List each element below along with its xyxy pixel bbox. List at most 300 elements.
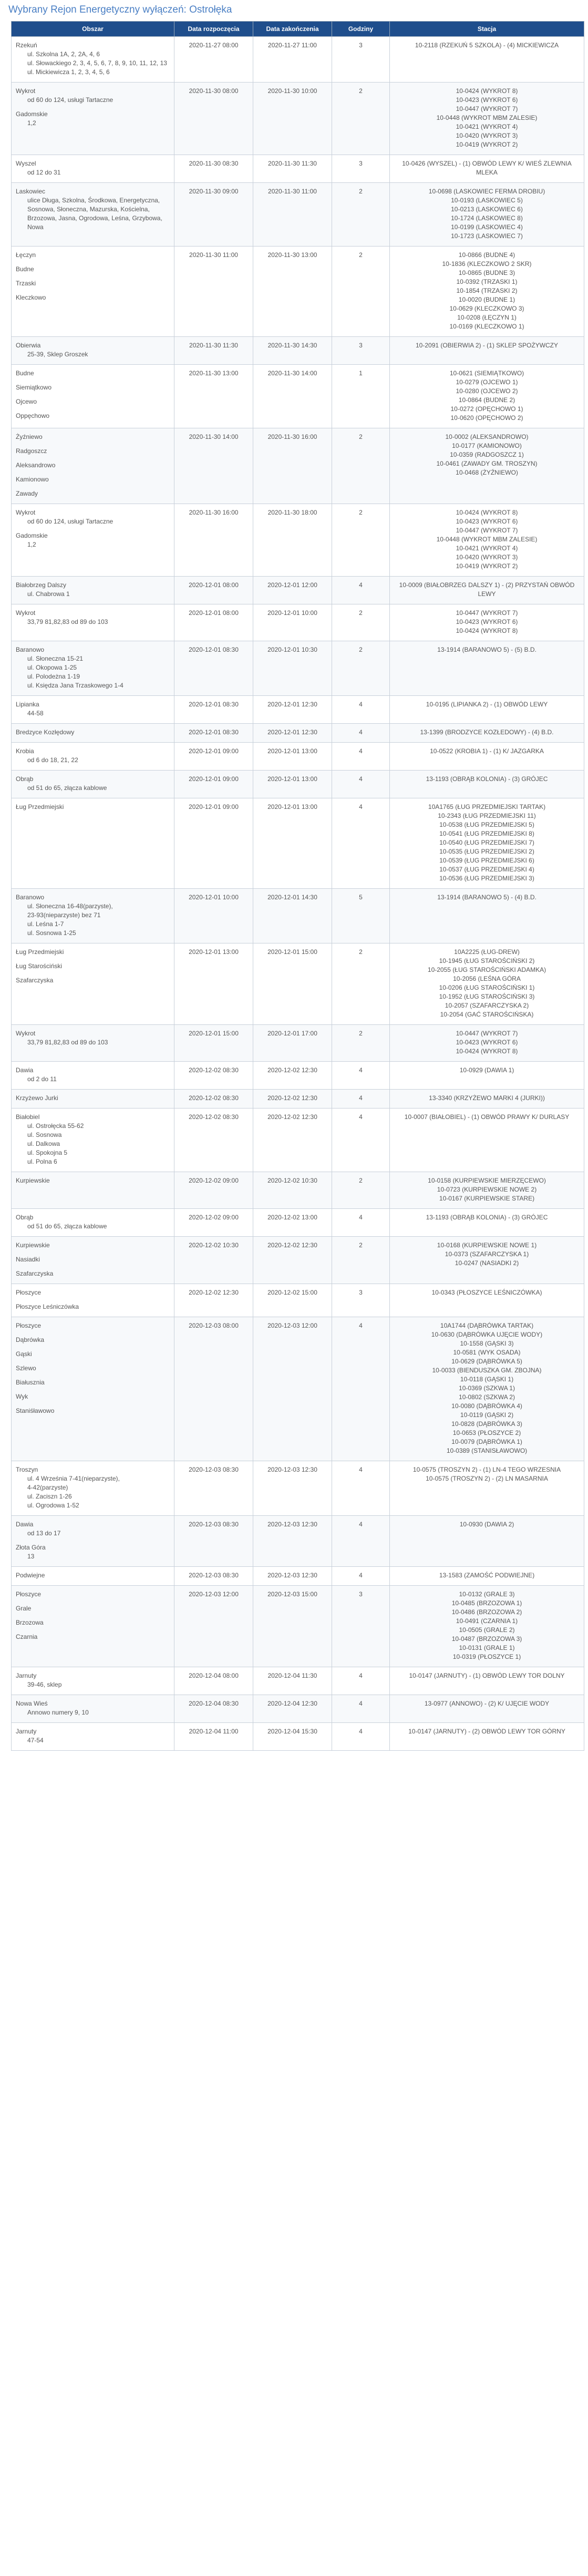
cell-area [12,504,174,577]
station-line: 10-0487 (BRZOZOWA 3) [451,1635,522,1643]
station-line: 10-0147 (JARNUTY) - (2) OBWÓD LEWY TOR GÓRNY [408,1728,565,1735]
station-line: 10-0132 (GRALE 3) [459,1590,515,1598]
cell-area [12,1567,174,1586]
area-block [16,1288,170,1297]
cell-station [390,1695,584,1723]
cell-start-date: 2020-12-01 08:00 [174,604,253,641]
area-block [16,1392,170,1401]
area-block [16,1113,170,1166]
cell-hours: 3 [332,1586,390,1667]
area-name: Dawia [16,1521,34,1528]
area-name: Dawia [16,1066,34,1074]
station-line: 10-0007 (BIAŁOBIEL) - (1) OBWÓD PRAWY K/ DURLASY [404,1113,570,1121]
area-name: Ług Przedmiejski [16,948,64,956]
cell-end-date: 2020-12-01 13:00 [253,798,332,889]
street-line: ul. Słowackiego 2, 3, 4, 5, 6, 7, 8, 9, 10, 11, 12, 13 [27,59,167,67]
cell-start-date: 2020-12-02 08:30 [174,1090,253,1109]
cell-station [390,724,584,743]
cell-hours: 3 [332,155,390,183]
street-line: 13 [27,1553,35,1560]
station-line: 10-0629 (KLECZKOWO 3) [449,305,524,312]
cell-hours: 2 [332,604,390,641]
cell-start-date: 2020-11-30 08:30 [174,155,253,183]
station-line: 10-0167 (KURPIEWSKIE STARE) [439,1195,535,1202]
cell-station [390,798,584,889]
area-name: Białobrzeg Dalszy [16,581,67,589]
cell-area [12,1109,174,1172]
cell-hours: 4 [332,1317,390,1461]
area-block [16,1255,170,1264]
cell-area [12,1461,174,1516]
cell-area [12,743,174,771]
street-line: od 51 do 65, złącza kablowe [27,784,107,792]
station-line: 10-0389 (STANISŁAWOWO) [446,1447,528,1454]
cell-end-date: 2020-12-02 12:30 [253,1109,332,1172]
station-line: 10-0009 (BIAŁOBRZEG DALSZY 1) - (2) PRZYSTAŃ OBWÓD LEWY [399,581,575,598]
station-line: 10-0535 (ŁUG PRZEDMIEJSKI 2) [439,848,534,855]
area-name: Ług Przedmiejski [16,803,64,810]
area-name: Kamionowo [16,476,49,483]
area-name: Białobiel [16,1113,40,1121]
street-line: ul. Sosnowa 1-25 [27,929,76,937]
cell-end-date: 2020-12-02 13:00 [253,1209,332,1237]
cell-station [390,504,584,577]
station-line: 10-0620 (OPĘCHOWO 2) [450,414,523,422]
cell-area [12,1284,174,1317]
station-line: 10-0279 (OJCEWO 1) [456,378,518,386]
area-block [16,803,170,812]
cell-hours: 5 [332,889,390,943]
cell-start-date: 2020-12-01 10:00 [174,889,253,943]
cell-start-date: 2020-12-02 08:30 [174,1109,253,1172]
area-name: Ług Starościński [16,962,63,970]
cell-start-date: 2020-12-02 12:30 [174,1284,253,1317]
area-block [16,1378,170,1387]
cell-hours: 4 [332,771,390,798]
station-line: 10-0536 (ŁUG PRZEDMIEJSKI 3) [439,875,534,882]
cell-start-date: 2020-11-30 08:00 [174,83,253,155]
station-line: 10-0629 (DĄBRÓWKA 5) [451,1358,522,1365]
cell-hours: 4 [332,724,390,743]
station-line: 13-1193 (OBRĄB KOLONIA) - (3) GRÓJEC [426,1214,548,1221]
table-row [12,1109,584,1172]
area-block [16,976,170,985]
area-name: Kurpiewskie [16,1177,50,1184]
cell-hours: 2 [332,428,390,504]
station-line: 10-0621 (SIEMIĄTKOWO) [449,370,524,377]
station-line: 10-0505 (GRALE 2) [459,1626,515,1634]
area-block [16,1407,170,1415]
station-line: 10-0423 (WYKROT 6) [456,618,518,625]
area-block [16,1571,170,1580]
area-block [16,41,170,77]
area-block [16,1336,170,1345]
cell-start-date: 2020-12-03 08:30 [174,1461,253,1516]
cell-start-date: 2020-11-27 08:00 [174,37,253,83]
street-line: ul. Dalkowa [27,1140,60,1147]
cell-hours: 4 [332,1461,390,1516]
area-name: Kleczkowo [16,294,46,301]
area-block [16,369,170,378]
area-block [16,531,170,549]
area-name: Podwiejne [16,1572,45,1579]
street-line: ul. Spokojna 5 [27,1149,68,1156]
cell-hours: 4 [332,696,390,724]
table-row [12,1516,584,1567]
street-line: 23-93(nieparzyste) bez 71 [27,911,101,919]
area-block [16,893,170,938]
table-row [12,724,584,743]
area-name: Kurpiewskie [16,1241,50,1249]
table-row [12,577,584,604]
area-block [16,187,170,232]
area-name: Staniśławowo [16,1407,55,1414]
area-name: Jarnuty [16,1672,37,1679]
street-line: ul. Polna 6 [27,1158,57,1165]
area-block [16,581,170,599]
cell-area [12,1172,174,1209]
station-line: 10-0828 (DĄBRÓWKA 3) [451,1420,522,1428]
cell-station [390,155,584,183]
station-line: 10-0420 (WYKROT 3) [456,132,518,139]
cell-area [12,604,174,641]
station-line: 10-0486 (BRZOZOWA 2) [451,1608,522,1616]
area-block [16,341,170,359]
cell-hours: 2 [332,943,390,1025]
cell-area [12,1723,174,1751]
area-name: Czarnia [16,1633,38,1640]
cell-station [390,1586,584,1667]
area-block [16,645,170,690]
area-block [16,962,170,971]
cell-hours: 2 [332,183,390,247]
street-line: od 6 do 18, 21, 22 [27,756,78,764]
station-line: 10-0424 (WYKROT 8) [456,627,518,634]
cell-end-date: 2020-12-02 10:30 [253,1172,332,1209]
cell-end-date: 2020-11-30 16:00 [253,428,332,504]
table-row [12,1209,584,1237]
station-line: 10-0540 (ŁUG PRZEDMIEJSKI 7) [439,839,534,846]
table-row [12,1317,584,1461]
station-line: 13-1399 (BRODZYCE KOZŁEDOWY) - (4) B.D. [420,728,554,736]
street-line: ul. Ostrołęcka 55-62 [27,1122,84,1130]
table-row [12,1586,584,1667]
station-line: 10-0423 (WYKROT 6) [456,518,518,525]
area-name: Nowa Wieś [16,1700,48,1707]
cell-station [390,1025,584,1062]
street-line: 4-42(parzyste) [27,1484,68,1491]
cell-area [12,1586,174,1667]
area-block [16,265,170,274]
area-name: Białusznia [16,1379,45,1386]
area-block [16,1029,170,1047]
station-line: 10-0448 (WYKROT MBM ZALESIE) [436,114,538,121]
cell-start-date: 2020-11-30 14:00 [174,428,253,504]
area-block [16,1302,170,1311]
cell-hours: 1 [332,365,390,428]
cell-start-date: 2020-11-30 13:00 [174,365,253,428]
cell-station [390,1723,584,1751]
cell-hours: 4 [332,1090,390,1109]
station-line: 10-0424 (WYKROT 8) [456,1048,518,1055]
cell-area [12,1062,174,1090]
table-row [12,1237,584,1284]
cell-station [390,247,584,337]
area-block [16,700,170,718]
station-line: 10-2343 (ŁUG PRZEDMIEJSKI 11) [438,812,536,819]
column-header-start[interactable]: Data rozpoczęcia [174,22,253,37]
station-line: 10-0866 (BUDNE 4) [458,251,515,259]
station-line: 10-0420 (WYKROT 3) [456,553,518,561]
station-line: 10-0424 (WYKROT 8) [456,87,518,95]
cell-station [390,1090,584,1109]
cell-area [12,577,174,604]
cell-end-date: 2020-12-01 13:00 [253,771,332,798]
table-row [12,696,584,724]
street-line: 1,2 [27,119,36,127]
area-name: Płoszyce [16,1322,42,1329]
cell-end-date: 2020-12-03 12:30 [253,1567,332,1586]
area-block [16,1618,170,1627]
table-row [12,1667,584,1695]
area-name: Rzekuń [16,42,37,49]
cell-end-date: 2020-12-01 12:30 [253,724,332,743]
cell-area [12,337,174,365]
cell-end-date: 2020-12-01 10:00 [253,604,332,641]
station-line: 10-2055 (ŁUG STAROŚCIŃSKI ADAMKA) [427,966,546,973]
area-name: Laskowiec [16,188,46,195]
cell-start-date: 2020-12-04 08:30 [174,1695,253,1723]
street-line: 33,79 81,82,83 od 89 do 103 [27,618,108,625]
cell-start-date: 2020-12-02 10:30 [174,1237,253,1284]
table-body [12,37,584,1751]
area-block [16,1543,170,1561]
cell-end-date: 2020-12-01 17:00 [253,1025,332,1062]
cell-start-date: 2020-12-01 08:30 [174,696,253,724]
cell-start-date: 2020-12-01 15:00 [174,1025,253,1062]
area-block [16,1066,170,1084]
area-block [16,948,170,957]
station-line: 10-1854 (TRZASKI 2) [456,287,518,294]
station-line: 10-0447 (WYKROT 7) [456,527,518,534]
station-line: 10-0208 (ŁĘCZYN 1) [457,314,517,321]
area-name: Baranowo [16,894,45,901]
cell-area [12,1516,174,1567]
cell-station [390,943,584,1025]
street-line: od 60 do 124, usługi Tartaczne [27,96,114,104]
cell-start-date: 2020-12-03 08:00 [174,1317,253,1461]
station-line: 10-1836 (KLECZKOWO 2 SKR) [442,260,532,268]
area-name: Budne [16,370,34,377]
street-line: ul. Słoneczna 16-48(parzyste), [27,902,113,910]
street-line: od 2 do 11 [27,1075,57,1083]
station-line: 13-1914 (BARANOWO 5) - (5) B.D. [437,646,537,653]
station-line: 13-3340 (KRZYŻEWO MARKI 4 (JURKI)) [429,1094,545,1102]
cell-end-date: 2020-11-30 18:00 [253,504,332,577]
station-line: 10-2054 (GAĆ STAROŚCIŃSKA) [440,1011,534,1018]
table-row [12,798,584,889]
cell-area [12,247,174,337]
cell-station [390,1317,584,1461]
street-line: ul. Okopowa 1-25 [27,664,77,671]
station-line: 10-0423 (WYKROT 6) [456,96,518,104]
cell-end-date: 2020-11-27 11:00 [253,37,332,83]
cell-start-date: 2020-12-01 08:30 [174,641,253,696]
cell-area [12,365,174,428]
station-line: 10-0653 (PŁOSZYCE 2) [452,1429,521,1436]
cell-area [12,724,174,743]
column-header-station[interactable]: Stacja [390,22,584,37]
cell-station [390,641,584,696]
table-row [12,743,584,771]
cell-end-date: 2020-12-01 10:30 [253,641,332,696]
cell-start-date: 2020-12-01 09:00 [174,771,253,798]
cell-station [390,577,584,604]
cell-hours: 4 [332,1209,390,1237]
station-line: 10-0213 (LASKOWIEC 6) [451,206,523,213]
cell-station [390,1567,584,1586]
station-line: 10-0199 (LASKOWIEC 4) [451,223,523,231]
cell-area [12,1237,174,1284]
cell-station [390,1237,584,1284]
cell-hours: 4 [332,1567,390,1586]
station-line: 10-1952 (ŁUG STAROŚCIŃSKI 3) [439,993,535,1000]
cell-start-date: 2020-12-03 12:00 [174,1586,253,1667]
station-line: 10-0461 (ZAWADY GM. TROSZYN) [436,460,538,467]
cell-station [390,889,584,943]
cell-area [12,37,174,83]
station-line: 10-0319 (PŁOSZYCE 1) [452,1653,521,1660]
station-line: 10-0080 (DĄBRÓWKA 4) [451,1402,522,1410]
station-line: 10-0147 (JARNUTY) - (1) OBWÓD LEWY TOR DOLNY [409,1672,565,1679]
area-name: Wykrot [16,1030,36,1037]
station-line: 10-0118 (GĄSKI 1) [460,1376,514,1383]
station-line: 10A1744 (DĄBRÓWKA TARTAK) [440,1322,534,1329]
cell-end-date: 2020-11-30 14:30 [253,337,332,365]
column-header-hours[interactable]: Godziny [332,22,390,37]
cell-start-date: 2020-11-30 16:00 [174,504,253,577]
cell-hours: 2 [332,247,390,337]
station-line: 10-0206 (ŁUG STAROŚCIŃSKI 1) [439,984,535,991]
cell-end-date: 2020-12-03 12:30 [253,1516,332,1567]
cell-start-date: 2020-11-30 09:00 [174,183,253,247]
cell-station [390,1172,584,1209]
area-block [16,1241,170,1250]
cell-hours: 4 [332,1109,390,1172]
table-row [12,641,584,696]
area-name: Obrąb [16,1214,34,1221]
street-line: 1,2 [27,541,36,548]
area-block [16,433,170,442]
table-row [12,771,584,798]
cell-hours: 4 [332,577,390,604]
cell-end-date: 2020-11-30 10:00 [253,83,332,155]
station-line: 10-0169 (KLECZKOWO 1) [449,323,524,330]
cell-start-date: 2020-12-02 09:00 [174,1172,253,1209]
area-block [16,1176,170,1185]
station-line: 13-0977 (ANNOWO) - (2) K/ UJĘCIE WODY [424,1700,550,1707]
cell-station [390,1284,584,1317]
cell-start-date: 2020-11-30 11:00 [174,247,253,337]
column-header-area[interactable]: Obszar [12,22,174,37]
street-line: ul. Mickiewicza 1, 2, 3, 4, 5, 6 [27,68,110,76]
area-name: Ojcewo [16,398,37,405]
station-line: 10-0033 (BIENDUSZKA GM. ZBOJNA) [432,1367,542,1374]
table-row [12,1090,584,1109]
station-line: 10-0537 (ŁUG PRZEDMIEJSKI 4) [439,866,534,873]
street-line: od 13 do 17 [27,1530,61,1537]
cell-start-date: 2020-11-30 11:30 [174,337,253,365]
station-line: 10A2225 (ŁUG-DREW) [454,948,520,956]
area-name: Lipianka [16,701,39,708]
station-line: 10-0280 (OJCEWO 2) [456,387,518,395]
street-line: 39-46, sklep [27,1681,62,1688]
station-line: 13-1914 (BARANOWO 5) - (4) B.D. [437,894,537,901]
area-name: Szafarczyska [16,977,54,984]
cell-station [390,1062,584,1090]
table-row [12,1461,584,1516]
area-name: Brzozowa [16,1619,44,1626]
street-line: od 12 do 31 [27,169,61,176]
station-line: 13-1583 (ZAMOŚĆ PODWIEJNE) [439,1572,535,1579]
area-name: Grale [16,1605,32,1612]
cell-area [12,1317,174,1461]
area-block [16,412,170,420]
cell-end-date: 2020-12-03 12:30 [253,1461,332,1516]
cell-area [12,798,174,889]
area-name: Gadomskie [16,532,48,539]
column-header-end[interactable]: Data zakończenia [253,22,332,37]
station-line: 10-0168 (KURPIEWSKIE NOWE 1) [437,1241,537,1249]
area-name: Aleksandrowo [16,461,56,469]
cell-station [390,1516,584,1567]
area-block [16,1604,170,1613]
table-row [12,604,584,641]
station-line: 10-0630 (DĄBRÓWKA UJĘCIE WODY) [431,1331,543,1338]
cell-area [12,889,174,943]
area-name: Dąbrówka [16,1336,45,1343]
cell-start-date: 2020-12-04 08:00 [174,1667,253,1695]
table-row [12,337,584,365]
station-line: 10-0421 (WYKROT 4) [456,545,518,552]
cell-area [12,428,174,504]
street-line: Annowo numery 9, 10 [27,1709,89,1716]
station-line: 10A1765 (ŁUG PRZEDMIEJSKI TARTAK) [428,803,546,810]
street-line: ul. 4 Września 7-41(nieparzyste), [27,1475,120,1482]
area-block [16,1633,170,1641]
area-name: Bredzyce Kozłędowy [16,728,75,736]
table-row [12,83,584,155]
cell-start-date: 2020-12-03 08:30 [174,1567,253,1586]
station-line: 10-0423 (WYKROT 6) [456,1039,518,1046]
station-line: 10-0575 (TROSZYN 2) - (1) LN-4 TEGO WRZESNIA [412,1466,561,1473]
cell-station [390,428,584,504]
station-line: 10-0002 (ALEKSANDROWO) [445,433,529,440]
station-line: 10-0930 (DAWIA 2) [459,1521,514,1528]
area-name: Nasiadki [16,1256,40,1263]
station-line: 10-0929 (DAWIA 1) [459,1066,514,1074]
area-block [16,1520,170,1538]
cell-start-date: 2020-12-01 08:30 [174,724,253,743]
cell-end-date: 2020-12-04 12:30 [253,1695,332,1723]
cell-start-date: 2020-12-01 08:00 [174,577,253,604]
station-line: 10-0195 (LIPIANKA 2) - (1) OBWÓD LEWY [426,701,548,708]
area-name: Wykrot [16,509,36,516]
cell-station [390,365,584,428]
street-line: ul. Szkolna 1A, 2, 2A, 4, 6 [27,50,100,58]
station-line: 10-2091 (OBIERWIA 2) - (1) SKLEP SPOŻYWCZY [416,342,558,349]
area-block [16,728,170,737]
